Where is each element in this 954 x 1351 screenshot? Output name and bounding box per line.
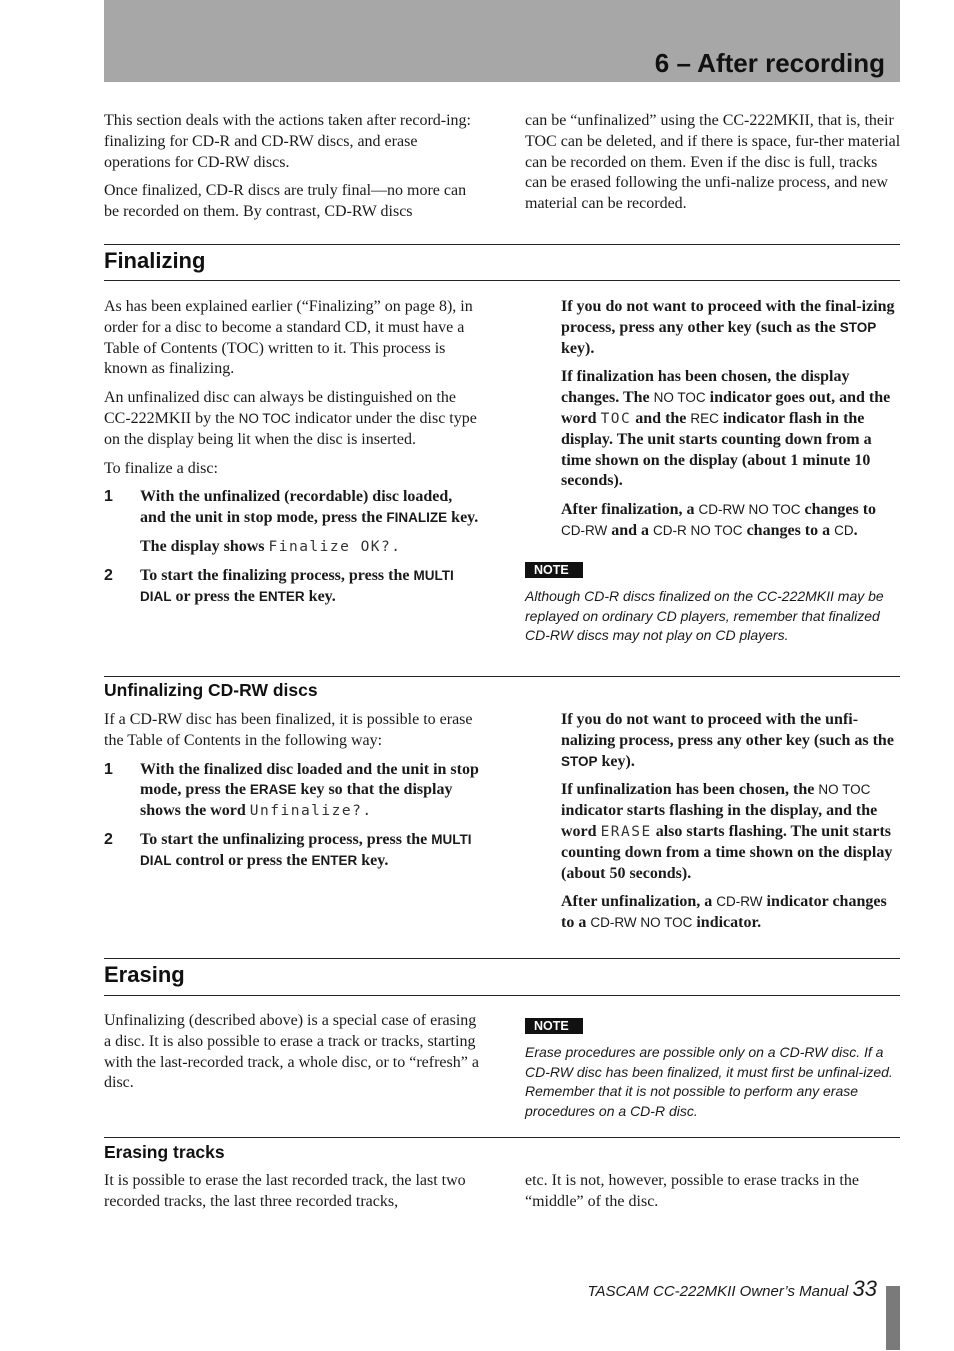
rec-indicator: REC (690, 410, 719, 426)
erasing-heading: Erasing (104, 962, 185, 987)
erasing-left-column (104, 1011, 480, 1102)
finalizing-paragraph-2: An unfinalized disc can always be distinguished on the CC-222MKII by the NO TOC indicator under the disc type on the display being lit when the disc is inserted. (104, 389, 477, 448)
note-text: Although CD-R discs finalized on the CC-222MKII may be replayed on ordinary CD players, remember that finalized CD-RW discs may not play on CD players. (525, 588, 884, 643)
section-rule (104, 676, 900, 677)
no-toc-indicator: NO TOC (818, 782, 871, 798)
finalize-display-line: The display shows Finalize OK?. (140, 537, 402, 555)
multi-dial-key: MULTI DIAL (140, 831, 472, 868)
finalize-chosen-text: If finalization has been chosen, the display changes. The NO TOC indicator goes out, and the word TOC and the REC indicator flash in the display. The unit starts counting down from a time shown on the display (about 1 minute 10 seconds). (561, 368, 891, 490)
erase-key: ERASE (249, 782, 297, 798)
finalizing-paragraph-1: As has been explained earlier (“Finalizing” on page 8), in order for a disc to become a standard CD, it must have a Table of Contents (TOC) written to it. This process is known as finalizing. (104, 298, 473, 378)
erasing-note (525, 1017, 901, 1121)
finalize-after-text: After finalization, a CD-RW NO TOC changes to CD-RW and a CD-R NO TOC changes to a CD. (561, 501, 877, 539)
lcd-text: TOC (600, 410, 632, 427)
intro-paragraph-1: This section deals with the actions taken after record-ing: finalizing for CD-R and CD-RW discs, and erase operations for CD-RW discs. (104, 112, 471, 171)
lcd-text: ERASE (600, 823, 652, 840)
finalize-step-2: 2 To start the finalizing process, press the MULTI DIAL or press the ENTER key. (104, 566, 454, 605)
finalizing-heading: Finalizing (104, 248, 206, 273)
finalizing-left-column (104, 297, 480, 615)
no-toc-indicator: NO TOC (653, 390, 706, 406)
section-rule (104, 280, 900, 281)
note-text: Erase procedures are possible only on a CD-RW disc. If a CD-RW disc has been finalized, it must first be unfinal-ized. Remember that it is not possible to perform any erase procedures on a CD-R disc. (525, 1044, 893, 1119)
thumb-tab (886, 1286, 900, 1350)
unfinalize-chosen-text: If unfinalization has been chosen, the NO TOC indicator starts flashing in the display, and the word ERASE also starts flashing. The unit starts counting down from a time shown on the display (about 50 seconds). (561, 781, 893, 882)
multi-dial-key: MULTI DIAL (140, 567, 454, 604)
finalize-step-1: 1 With the unfinalized (recordable) disc loaded, and the unit in stop mode, press the FINALIZE key. (104, 488, 479, 527)
manual-name: TASCAM CC-222MKII Owner’s Manual (587, 1283, 853, 1300)
lcd-text: Finalize OK?. (268, 538, 402, 555)
erasing-tracks-left-column (104, 1171, 480, 1221)
intro-paragraph-2: Once finalized, CD-R discs are truly final—no more can be recorded on them. By contrast, CD-RW discs (104, 182, 467, 221)
intro-right-column (525, 111, 901, 223)
unfinalizing-right-column (561, 710, 901, 942)
note-badge: NOTE (525, 562, 583, 578)
erasing-paragraph-1: Unfinalizing (described above) is a special case of erasing a disc. It is also possible to erase a track or tracks, starting with the last-recorded track, a whole disc, or to “refresh” a disc. (104, 1012, 479, 1092)
chapter-title: 6 – After recording (654, 48, 885, 78)
intro-paragraph-3: can be “unfinalized” using the CC-222MKII, that is, their TOC can be deleted, and if there is space, fur-ther material can be recorded on them. Even if the disc is full, tracks can be erased following the unfi-nalize process, and new material can be recorded. (525, 112, 901, 213)
finalizing-paragraph-3: To finalize a disc: (104, 459, 218, 477)
note-badge: NOTE (525, 1018, 583, 1034)
finalize-key: FINALIZE (386, 510, 448, 526)
unfinalizing-paragraph-1: If a CD-RW disc has been finalized, it is possible to erase the Table of Contents in the following way: (104, 711, 473, 749)
erasing-tracks-heading: Erasing tracks (104, 1142, 225, 1162)
section-rule (104, 995, 900, 996)
unfinalize-step-2: 2 To start the unfinalizing process, press the MULTI DIAL control or press the ENTER key. (104, 830, 472, 869)
page-number: 33 (852, 1276, 877, 1301)
enter-key: ENTER (311, 852, 358, 868)
no-toc-indicator: NO TOC (238, 410, 291, 426)
lcd-text: Unfinalize?. (249, 803, 373, 820)
unfinalize-cancel-text: If you do not want to proceed with the unfi-nalizing process, press any other key (such as the STOP key). (561, 711, 894, 770)
unfinalizing-left-column (104, 710, 480, 880)
step-number: 2 (104, 830, 113, 848)
stop-key: STOP (839, 319, 877, 335)
finalizing-right-column (561, 297, 901, 550)
erasing-tracks-right-column (525, 1171, 901, 1221)
erasing-tracks-paragraph-right: etc. It is not, however, possible to erase tracks in the “middle” of the disc. (525, 1172, 859, 1210)
finalize-cancel-text: If you do not want to proceed with the final-izing process, press any other key (such as the STOP key). (561, 298, 895, 357)
section-rule (104, 1137, 900, 1138)
stop-key: STOP (561, 753, 598, 769)
enter-key: ENTER (258, 588, 305, 604)
section-rule (104, 958, 900, 959)
unfinalize-after-text: After unfinalization, a CD-RW indicator changes to a CD-RW NO TOC indicator. (561, 893, 887, 932)
page-footer (587, 1276, 877, 1302)
erasing-tracks-paragraph-left: It is possible to erase the last recorded track, the last two recorded tracks, the last three recorded tracks, (104, 1172, 466, 1210)
unfinalize-step-1: 1 With the finalized disc loaded and the unit in stop mode, press the ERASE key so that the display shows the word Unfinalize?. (104, 760, 479, 820)
intro-left-column (104, 111, 480, 231)
unfinalizing-heading: Unfinalizing CD-RW discs (104, 680, 318, 700)
step-number: 2 (104, 566, 113, 584)
section-rule (104, 244, 900, 245)
finalizing-note (525, 561, 901, 646)
step-number: 1 (104, 488, 113, 506)
step-number: 1 (104, 760, 113, 778)
